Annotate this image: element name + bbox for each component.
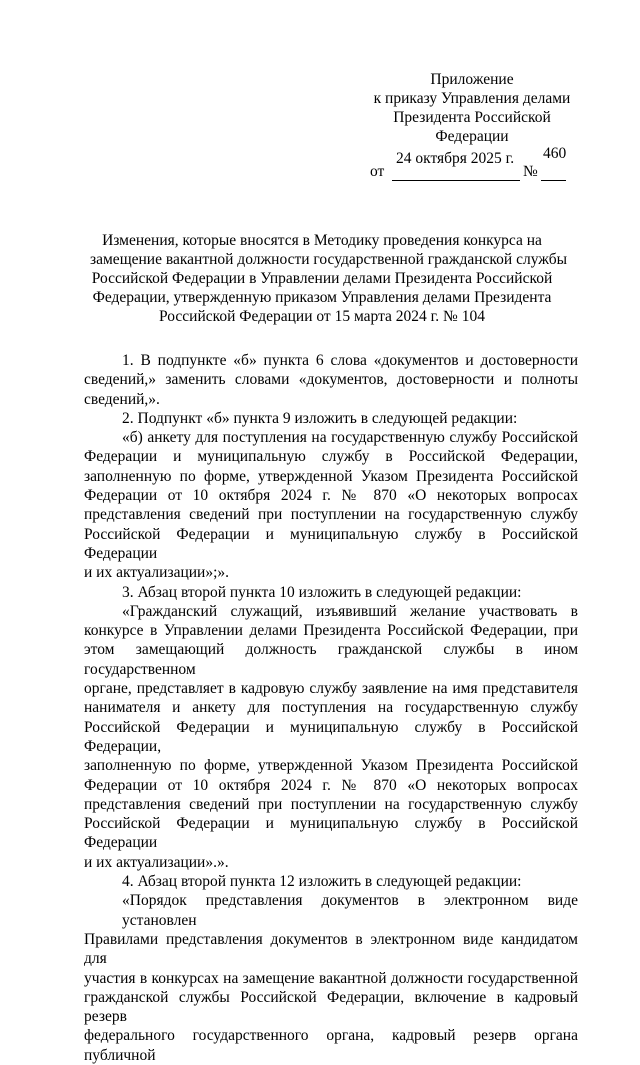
title-line: Российской Федерации в Управлении делами Президента Российской bbox=[91, 270, 553, 287]
paragraph-2 bbox=[84, 409, 578, 428]
text-line: Правилами представления документов в электронном виде кандидатом для bbox=[84, 930, 578, 968]
title-line: Российской Федерации от 15 марта 2024 г. № 104 bbox=[159, 308, 485, 325]
order-number: 460 bbox=[543, 145, 567, 162]
document-body bbox=[84, 351, 578, 1065]
paragraph-5 bbox=[84, 602, 578, 872]
title-line: замещение вакантной должности государственной гражданской службы bbox=[90, 251, 568, 268]
text-line: гражданской службы Российской Федерации, включение в кадровый резерв bbox=[84, 988, 578, 1026]
text-line: Российской Федерации и муниципальную службу в Российской Федерации bbox=[84, 815, 578, 852]
date-underline bbox=[392, 180, 520, 181]
text-line: конкурсе в Управлении делами Президента Российской Федерации, при bbox=[84, 622, 578, 640]
appendix-header bbox=[372, 70, 572, 146]
text-line: «Гражданский служащий, изъявивший желание участвовать в bbox=[122, 602, 578, 620]
text-line: «б) анкету для поступления на государственную службу Российской bbox=[122, 429, 578, 447]
text-line: органе, представляет в кадровую службу заявление на имя представителя bbox=[84, 680, 578, 698]
text-line: 2. Подпункт «б» пункта 9 изложить в следующей редакции: bbox=[122, 409, 518, 427]
text-line: заполненную по форме, утвержденной Указом Президента Российской bbox=[84, 467, 578, 485]
paragraph-7 bbox=[84, 891, 578, 1065]
text-line: Российской Федерации и муниципальную службу в Российской Федерации, bbox=[84, 718, 578, 755]
text-line: нанимателя и анкету для поступления на государственную службу bbox=[84, 699, 578, 717]
text-line: федерального государственного органа, кадровый резерв органа публичной bbox=[84, 1027, 578, 1064]
text-line: «Порядок представления документов в электронном виде установлен bbox=[122, 892, 578, 929]
title-line: Изменения, которые вносятся в Методику проведения конкурса на bbox=[102, 232, 542, 249]
text-line: представления сведений при поступлении на государственную службу bbox=[84, 795, 578, 813]
appendix-line: Приложение bbox=[430, 71, 514, 88]
text-line: сведений,» заменить словами «документов, достоверности и полноты bbox=[84, 371, 578, 389]
paragraph-3 bbox=[84, 428, 578, 582]
text-line: и их актуализации»;». bbox=[84, 564, 230, 582]
text-line: Федерации от 10 октября 2024 г. № 870 «О некоторых вопросах bbox=[84, 776, 578, 794]
text-line: участия в конкурсах на замещение вакантной должности государственной bbox=[84, 969, 578, 987]
order-date: 24 октября 2025 г. bbox=[396, 150, 515, 167]
paragraph-6 bbox=[84, 872, 578, 891]
text-line: 1. В подпункте «б» пункта 6 слова «документов и достоверности bbox=[122, 352, 578, 369]
title-line: Федерации, утвержденную приказом Управления делами Президента bbox=[92, 289, 552, 306]
text-line: и их актуализации».». bbox=[84, 853, 229, 871]
text-line: этом замещающий должность гражданской службы в ином государственном bbox=[84, 641, 578, 678]
number-label: № bbox=[523, 163, 538, 180]
text-line: заполненную по форме, утвержденной Указом Президента Российской bbox=[84, 757, 578, 775]
text-line: 3. Абзац второй пункта 10 изложить в следующей редакции: bbox=[122, 583, 522, 601]
from-label: от bbox=[370, 163, 385, 180]
text-line: представления сведений при поступлении на государственную службу bbox=[84, 506, 578, 524]
order-reference bbox=[370, 145, 570, 184]
number-underline bbox=[541, 180, 566, 181]
appendix-line: к приказу Управления делами bbox=[373, 90, 571, 107]
appendix-line: Президента Российской bbox=[393, 109, 551, 126]
text-line: Российской Федерации и муниципальную службу в Российской Федерации bbox=[84, 525, 578, 562]
document-title bbox=[90, 231, 568, 326]
text-line: 4. Абзац второй пункта 12 изложить в следующей редакции: bbox=[122, 873, 522, 891]
text-line: Федерации и муниципальную службу в Российской Федерации, bbox=[84, 448, 578, 466]
text-line: Федерации от 10 октября 2024 г. № 870 «О некоторых вопросах bbox=[84, 487, 578, 505]
text-line: сведений,». bbox=[84, 390, 160, 408]
appendix-line: Федерации bbox=[435, 128, 509, 145]
paragraph-1 bbox=[84, 351, 578, 409]
paragraph-4 bbox=[84, 583, 578, 602]
